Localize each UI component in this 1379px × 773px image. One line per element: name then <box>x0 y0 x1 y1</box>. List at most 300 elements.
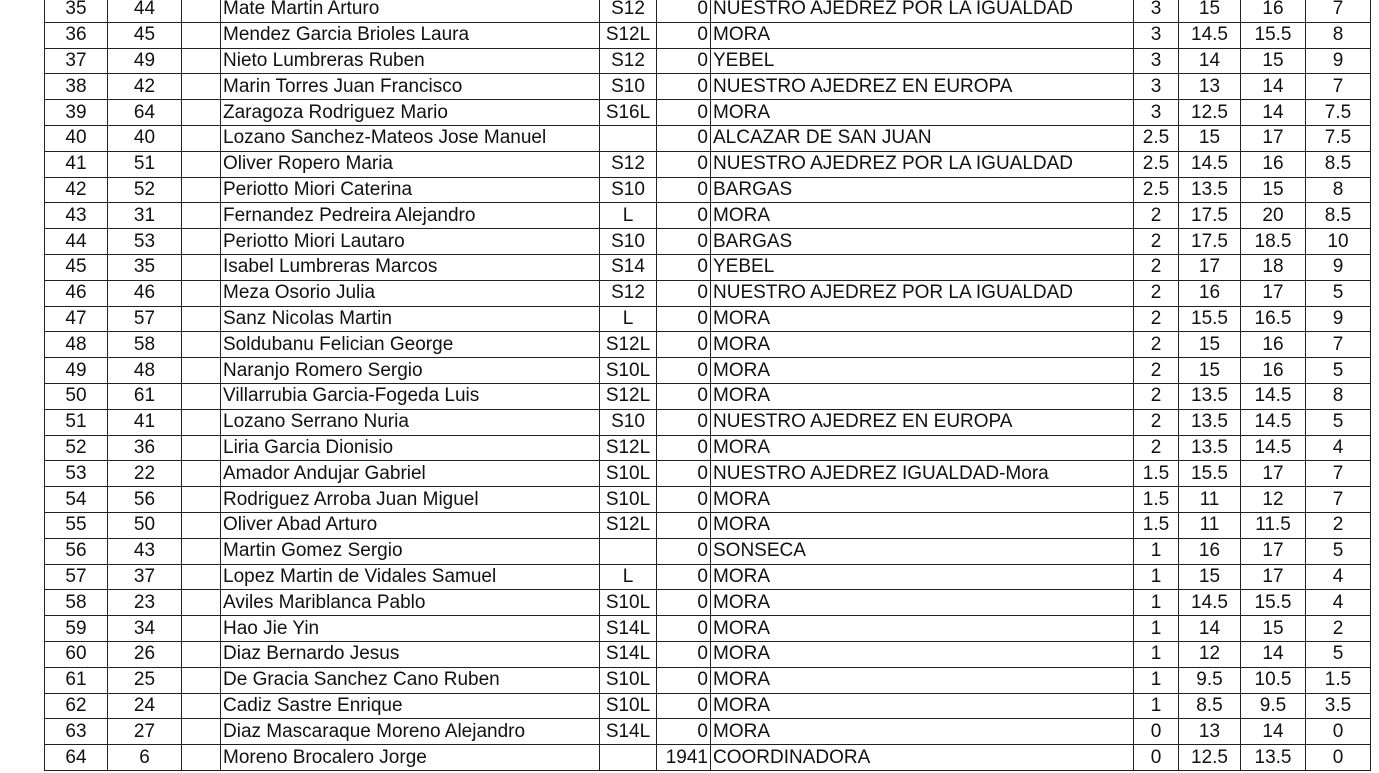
cell-elo: 0 <box>657 0 711 22</box>
table-row <box>45 22 1371 48</box>
cell-start-no: 37 <box>108 564 182 590</box>
cell-sonneborn-berger: 7.5 <box>1306 100 1371 126</box>
cell-buchholz-cut1: 13.5 <box>1179 177 1241 203</box>
cell-start-no: 31 <box>108 203 182 229</box>
cell-pos: 42 <box>45 177 108 203</box>
cell-club: MORA <box>711 203 1134 229</box>
cell-elo: 0 <box>657 641 711 667</box>
cell-sonneborn-berger: 9 <box>1306 306 1371 332</box>
cell-name: Aviles Mariblanca Pablo <box>221 590 600 616</box>
cell-name: Amador Andujar Gabriel <box>221 461 600 487</box>
cell-pos: 60 <box>45 641 108 667</box>
cell-category: S10L <box>600 667 657 693</box>
cell-category <box>600 745 657 771</box>
cell-sonneborn-berger: 1.5 <box>1306 667 1371 693</box>
cell-name: Periotto Miori Lautaro <box>221 229 600 255</box>
cell-start-no: 41 <box>108 409 182 435</box>
cell-title <box>182 100 221 126</box>
cell-buchholz-cut1: 14 <box>1179 48 1241 74</box>
cell-start-no: 34 <box>108 616 182 642</box>
cell-points: 2 <box>1134 229 1179 255</box>
cell-title <box>182 177 221 203</box>
cell-buchholz-cut1: 15 <box>1179 332 1241 358</box>
cell-points: 0 <box>1134 745 1179 771</box>
cell-points: 2 <box>1134 280 1179 306</box>
cell-elo: 0 <box>657 461 711 487</box>
cell-buchholz-cut1: 12 <box>1179 641 1241 667</box>
cell-start-no: 35 <box>108 254 182 280</box>
cell-points: 3 <box>1134 100 1179 126</box>
cell-title <box>182 306 221 332</box>
table-row <box>45 280 1371 306</box>
cell-club: MORA <box>711 719 1134 745</box>
cell-buchholz-total: 15.5 <box>1241 22 1306 48</box>
table-row <box>45 409 1371 435</box>
cell-buchholz-total: 16 <box>1241 0 1306 22</box>
cell-club: NUESTRO AJEDREZ EN EUROPA <box>711 409 1134 435</box>
cell-club: MORA <box>711 616 1134 642</box>
cell-pos: 50 <box>45 383 108 409</box>
cell-pos: 35 <box>45 0 108 22</box>
cell-buchholz-cut1: 11 <box>1179 512 1241 538</box>
cell-elo: 0 <box>657 177 711 203</box>
cell-pos: 46 <box>45 280 108 306</box>
cell-buchholz-cut1: 8.5 <box>1179 693 1241 719</box>
cell-sonneborn-berger: 0 <box>1306 719 1371 745</box>
cell-points: 1.5 <box>1134 512 1179 538</box>
cell-elo: 0 <box>657 203 711 229</box>
cell-club: MORA <box>711 667 1134 693</box>
cell-buchholz-cut1: 13.5 <box>1179 435 1241 461</box>
cell-buchholz-total: 17 <box>1241 538 1306 564</box>
cell-title <box>182 487 221 513</box>
cell-elo: 0 <box>657 100 711 126</box>
cell-sonneborn-berger: 8.5 <box>1306 151 1371 177</box>
cell-buchholz-total: 15 <box>1241 48 1306 74</box>
cell-elo: 0 <box>657 229 711 255</box>
cell-buchholz-total: 15 <box>1241 616 1306 642</box>
cell-name: Moreno Brocalero Jorge <box>221 745 600 771</box>
cell-title <box>182 409 221 435</box>
cell-pos: 52 <box>45 435 108 461</box>
cell-club: BARGAS <box>711 229 1134 255</box>
cell-title <box>182 719 221 745</box>
cell-sonneborn-berger: 8 <box>1306 383 1371 409</box>
cell-points: 2 <box>1134 332 1179 358</box>
cell-buchholz-cut1: 13 <box>1179 74 1241 100</box>
cell-name: Meza Osorio Julia <box>221 280 600 306</box>
cell-elo: 0 <box>657 435 711 461</box>
cell-points: 2 <box>1134 306 1179 332</box>
cell-elo: 0 <box>657 693 711 719</box>
cell-buchholz-cut1: 14 <box>1179 616 1241 642</box>
cell-elo: 0 <box>657 487 711 513</box>
cell-points: 3 <box>1134 74 1179 100</box>
cell-start-no: 45 <box>108 22 182 48</box>
cell-sonneborn-berger: 5 <box>1306 409 1371 435</box>
cell-club: YEBEL <box>711 254 1134 280</box>
cell-points: 3 <box>1134 0 1179 22</box>
cell-sonneborn-berger: 4 <box>1306 590 1371 616</box>
cell-category: L <box>600 564 657 590</box>
cell-pos: 41 <box>45 151 108 177</box>
cell-category: S10 <box>600 177 657 203</box>
cell-start-no: 40 <box>108 125 182 151</box>
table-row <box>45 487 1371 513</box>
cell-buchholz-cut1: 15 <box>1179 0 1241 22</box>
cell-buchholz-total: 11.5 <box>1241 512 1306 538</box>
cell-buchholz-total: 13.5 <box>1241 745 1306 771</box>
cell-start-no: 44 <box>108 0 182 22</box>
cell-pos: 47 <box>45 306 108 332</box>
cell-start-no: 64 <box>108 100 182 126</box>
cell-sonneborn-berger: 8 <box>1306 177 1371 203</box>
cell-points: 0 <box>1134 719 1179 745</box>
cell-title <box>182 332 221 358</box>
cell-category: S14 <box>600 254 657 280</box>
cell-sonneborn-berger: 7 <box>1306 461 1371 487</box>
cell-pos: 58 <box>45 590 108 616</box>
cell-club: MORA <box>711 22 1134 48</box>
cell-buchholz-total: 18.5 <box>1241 229 1306 255</box>
cell-start-no: 24 <box>108 693 182 719</box>
cell-club: MORA <box>711 435 1134 461</box>
table-body <box>45 0 1371 770</box>
cell-elo: 0 <box>657 48 711 74</box>
cell-buchholz-cut1: 11 <box>1179 487 1241 513</box>
cell-elo: 0 <box>657 564 711 590</box>
cell-title <box>182 590 221 616</box>
cell-category: S12 <box>600 48 657 74</box>
cell-category: L <box>600 203 657 229</box>
cell-points: 1 <box>1134 590 1179 616</box>
cell-title <box>182 254 221 280</box>
cell-category: S12L <box>600 332 657 358</box>
cell-start-no: 57 <box>108 306 182 332</box>
cell-start-no: 52 <box>108 177 182 203</box>
cell-buchholz-total: 14.5 <box>1241 435 1306 461</box>
cell-sonneborn-berger: 7 <box>1306 332 1371 358</box>
table-row <box>45 254 1371 280</box>
cell-club: NUESTRO AJEDREZ IGUALDAD-Mora <box>711 461 1134 487</box>
cell-start-no: 43 <box>108 538 182 564</box>
cell-category: S12L <box>600 512 657 538</box>
cell-pos: 57 <box>45 564 108 590</box>
cell-sonneborn-berger: 8 <box>1306 22 1371 48</box>
cell-elo: 0 <box>657 280 711 306</box>
cell-elo: 0 <box>657 616 711 642</box>
table-row <box>45 745 1371 771</box>
cell-buchholz-total: 14.5 <box>1241 409 1306 435</box>
cell-name: Martin Gomez Sergio <box>221 538 600 564</box>
table-row <box>45 641 1371 667</box>
cell-pos: 62 <box>45 693 108 719</box>
cell-buchholz-total: 14.5 <box>1241 383 1306 409</box>
cell-buchholz-cut1: 15 <box>1179 358 1241 384</box>
cell-buchholz-total: 9.5 <box>1241 693 1306 719</box>
cell-elo: 0 <box>657 512 711 538</box>
cell-sonneborn-berger: 5 <box>1306 641 1371 667</box>
cell-category: S14L <box>600 641 657 667</box>
cell-title <box>182 641 221 667</box>
cell-name: Hao Jie Yin <box>221 616 600 642</box>
cell-points: 3 <box>1134 22 1179 48</box>
cell-elo: 0 <box>657 306 711 332</box>
cell-points: 2 <box>1134 358 1179 384</box>
cell-title <box>182 22 221 48</box>
cell-pos: 59 <box>45 616 108 642</box>
cell-club: MORA <box>711 564 1134 590</box>
cell-buchholz-cut1: 15 <box>1179 125 1241 151</box>
cell-pos: 53 <box>45 461 108 487</box>
cell-club: YEBEL <box>711 48 1134 74</box>
cell-buchholz-total: 16 <box>1241 358 1306 384</box>
cell-club: BARGAS <box>711 177 1134 203</box>
cell-club: COORDINADORA <box>711 745 1134 771</box>
cell-sonneborn-berger: 0 <box>1306 745 1371 771</box>
cell-start-no: 48 <box>108 358 182 384</box>
cell-buchholz-cut1: 15 <box>1179 564 1241 590</box>
cell-name: Soldubanu Felician George <box>221 332 600 358</box>
cell-elo: 0 <box>657 590 711 616</box>
table-row <box>45 564 1371 590</box>
cell-category: S10 <box>600 229 657 255</box>
cell-start-no: 22 <box>108 461 182 487</box>
cell-buchholz-cut1: 14.5 <box>1179 590 1241 616</box>
cell-category <box>600 538 657 564</box>
cell-points: 3 <box>1134 48 1179 74</box>
table-row <box>45 616 1371 642</box>
table-row <box>45 512 1371 538</box>
table-row <box>45 0 1371 22</box>
cell-title <box>182 693 221 719</box>
cell-sonneborn-berger: 9 <box>1306 48 1371 74</box>
cell-category: S10 <box>600 409 657 435</box>
cell-sonneborn-berger: 7 <box>1306 0 1371 22</box>
cell-buchholz-total: 14 <box>1241 641 1306 667</box>
cell-name: Lopez Martin de Vidales Samuel <box>221 564 600 590</box>
cell-name: Mate Martin Arturo <box>221 0 600 22</box>
cell-buchholz-cut1: 14.5 <box>1179 22 1241 48</box>
cell-name: Lozano Serrano Nuria <box>221 409 600 435</box>
cell-buchholz-total: 16 <box>1241 151 1306 177</box>
cell-elo: 0 <box>657 538 711 564</box>
cell-buchholz-total: 16.5 <box>1241 306 1306 332</box>
cell-start-no: 23 <box>108 590 182 616</box>
cell-start-no: 53 <box>108 229 182 255</box>
table-row <box>45 229 1371 255</box>
cell-category: S12L <box>600 22 657 48</box>
cell-category: S12 <box>600 151 657 177</box>
cell-start-no: 61 <box>108 383 182 409</box>
cell-pos: 38 <box>45 74 108 100</box>
cell-buchholz-total: 15 <box>1241 177 1306 203</box>
cell-club: MORA <box>711 100 1134 126</box>
cell-club: MORA <box>711 693 1134 719</box>
cell-buchholz-cut1: 13.5 <box>1179 409 1241 435</box>
cell-name: Diaz Mascaraque Moreno Alejandro <box>221 719 600 745</box>
cell-name: Oliver Ropero Maria <box>221 151 600 177</box>
cell-category: S12 <box>600 280 657 306</box>
cell-elo: 0 <box>657 332 711 358</box>
cell-sonneborn-berger: 7 <box>1306 487 1371 513</box>
cell-buchholz-total: 14 <box>1241 719 1306 745</box>
cell-elo: 0 <box>657 254 711 280</box>
cell-sonneborn-berger: 4 <box>1306 564 1371 590</box>
cell-buchholz-total: 16 <box>1241 332 1306 358</box>
table-row <box>45 74 1371 100</box>
table-row <box>45 332 1371 358</box>
cell-title <box>182 151 221 177</box>
cell-elo: 0 <box>657 409 711 435</box>
cell-club: SONSECA <box>711 538 1134 564</box>
cell-points: 2 <box>1134 383 1179 409</box>
cell-title <box>182 616 221 642</box>
cell-category: S12 <box>600 0 657 22</box>
cell-pos: 36 <box>45 22 108 48</box>
table-row <box>45 125 1371 151</box>
table-row <box>45 358 1371 384</box>
cell-buchholz-cut1: 17 <box>1179 254 1241 280</box>
cell-title <box>182 435 221 461</box>
cell-points: 2.5 <box>1134 177 1179 203</box>
cell-name: Lozano Sanchez-Mateos Jose Manuel <box>221 125 600 151</box>
cell-title <box>182 125 221 151</box>
cell-points: 2.5 <box>1134 151 1179 177</box>
cell-elo: 0 <box>657 151 711 177</box>
cell-title <box>182 74 221 100</box>
cell-sonneborn-berger: 4 <box>1306 435 1371 461</box>
cell-buchholz-total: 17 <box>1241 461 1306 487</box>
cell-buchholz-cut1: 16 <box>1179 538 1241 564</box>
cell-buchholz-cut1: 9.5 <box>1179 667 1241 693</box>
cell-points: 2.5 <box>1134 125 1179 151</box>
table-row <box>45 435 1371 461</box>
cell-name: Rodriguez Arroba Juan Miguel <box>221 487 600 513</box>
cell-buchholz-total: 12 <box>1241 487 1306 513</box>
cell-pos: 56 <box>45 538 108 564</box>
cell-pos: 51 <box>45 409 108 435</box>
cell-category: L <box>600 306 657 332</box>
cell-buchholz-total: 20 <box>1241 203 1306 229</box>
cell-title <box>182 203 221 229</box>
cell-name: Sanz Nicolas Martin <box>221 306 600 332</box>
cell-buchholz-total: 14 <box>1241 74 1306 100</box>
cell-club: ALCAZAR DE SAN JUAN <box>711 125 1134 151</box>
cell-category: S10L <box>600 487 657 513</box>
cell-points: 1.5 <box>1134 461 1179 487</box>
cell-buchholz-total: 17 <box>1241 280 1306 306</box>
cell-points: 1 <box>1134 616 1179 642</box>
cell-category: S14L <box>600 616 657 642</box>
cell-buchholz-cut1: 15.5 <box>1179 461 1241 487</box>
cell-title <box>182 461 221 487</box>
cell-category: S12L <box>600 383 657 409</box>
cell-sonneborn-berger: 7.5 <box>1306 125 1371 151</box>
cell-buchholz-cut1: 12.5 <box>1179 745 1241 771</box>
cell-category: S16L <box>600 100 657 126</box>
table-row <box>45 151 1371 177</box>
cell-name: Mendez Garcia Brioles Laura <box>221 22 600 48</box>
cell-elo: 0 <box>657 358 711 384</box>
cell-start-no: 36 <box>108 435 182 461</box>
cell-pos: 37 <box>45 48 108 74</box>
cell-pos: 49 <box>45 358 108 384</box>
cell-start-no: 26 <box>108 641 182 667</box>
cell-name: Diaz Bernardo Jesus <box>221 641 600 667</box>
cell-title <box>182 667 221 693</box>
cell-buchholz-cut1: 17.5 <box>1179 203 1241 229</box>
cell-club: MORA <box>711 358 1134 384</box>
cell-title <box>182 48 221 74</box>
cell-sonneborn-berger: 5 <box>1306 538 1371 564</box>
cell-title <box>182 512 221 538</box>
cell-sonneborn-berger: 7 <box>1306 74 1371 100</box>
cell-buchholz-total: 14 <box>1241 100 1306 126</box>
cell-title <box>182 745 221 771</box>
cell-pos: 54 <box>45 487 108 513</box>
cell-pos: 45 <box>45 254 108 280</box>
cell-points: 1 <box>1134 667 1179 693</box>
cell-club: MORA <box>711 383 1134 409</box>
cell-title <box>182 383 221 409</box>
table-row <box>45 590 1371 616</box>
table-row <box>45 100 1371 126</box>
cell-name: Liria Garcia Dionisio <box>221 435 600 461</box>
cell-category: S10 <box>600 74 657 100</box>
cell-points: 2 <box>1134 435 1179 461</box>
cell-club: NUESTRO AJEDREZ POR LA IGUALDAD <box>711 0 1134 22</box>
cell-pos: 43 <box>45 203 108 229</box>
cell-club: NUESTRO AJEDREZ POR LA IGUALDAD <box>711 280 1134 306</box>
cell-sonneborn-berger: 8.5 <box>1306 203 1371 229</box>
cell-category: S14L <box>600 719 657 745</box>
table-row <box>45 461 1371 487</box>
cell-name: Cadiz Sastre Enrique <box>221 693 600 719</box>
cell-name: De Gracia Sanchez Cano Ruben <box>221 667 600 693</box>
cell-name: Naranjo Romero Sergio <box>221 358 600 384</box>
cell-points: 1 <box>1134 693 1179 719</box>
cell-buchholz-total: 17 <box>1241 564 1306 590</box>
cell-sonneborn-berger: 9 <box>1306 254 1371 280</box>
cell-points: 1 <box>1134 641 1179 667</box>
cell-name: Nieto Lumbreras Ruben <box>221 48 600 74</box>
table-row <box>45 48 1371 74</box>
cell-buchholz-total: 15.5 <box>1241 590 1306 616</box>
cell-club: MORA <box>711 512 1134 538</box>
cell-start-no: 25 <box>108 667 182 693</box>
standings-table <box>44 0 1371 771</box>
cell-club: MORA <box>711 487 1134 513</box>
cell-points: 2 <box>1134 254 1179 280</box>
cell-club: MORA <box>711 641 1134 667</box>
cell-buchholz-cut1: 14.5 <box>1179 151 1241 177</box>
cell-name: Oliver Abad Arturo <box>221 512 600 538</box>
table-row <box>45 693 1371 719</box>
cell-category: S12L <box>600 435 657 461</box>
cell-club: MORA <box>711 332 1134 358</box>
table-row <box>45 667 1371 693</box>
cell-sonneborn-berger: 5 <box>1306 358 1371 384</box>
cell-sonneborn-berger: 2 <box>1306 512 1371 538</box>
cell-name: Villarrubia Garcia-Fogeda Luis <box>221 383 600 409</box>
cell-title <box>182 564 221 590</box>
cell-pos: 55 <box>45 512 108 538</box>
cell-elo: 1941 <box>657 745 711 771</box>
cell-pos: 48 <box>45 332 108 358</box>
cell-category: S10L <box>600 358 657 384</box>
cell-elo: 0 <box>657 383 711 409</box>
